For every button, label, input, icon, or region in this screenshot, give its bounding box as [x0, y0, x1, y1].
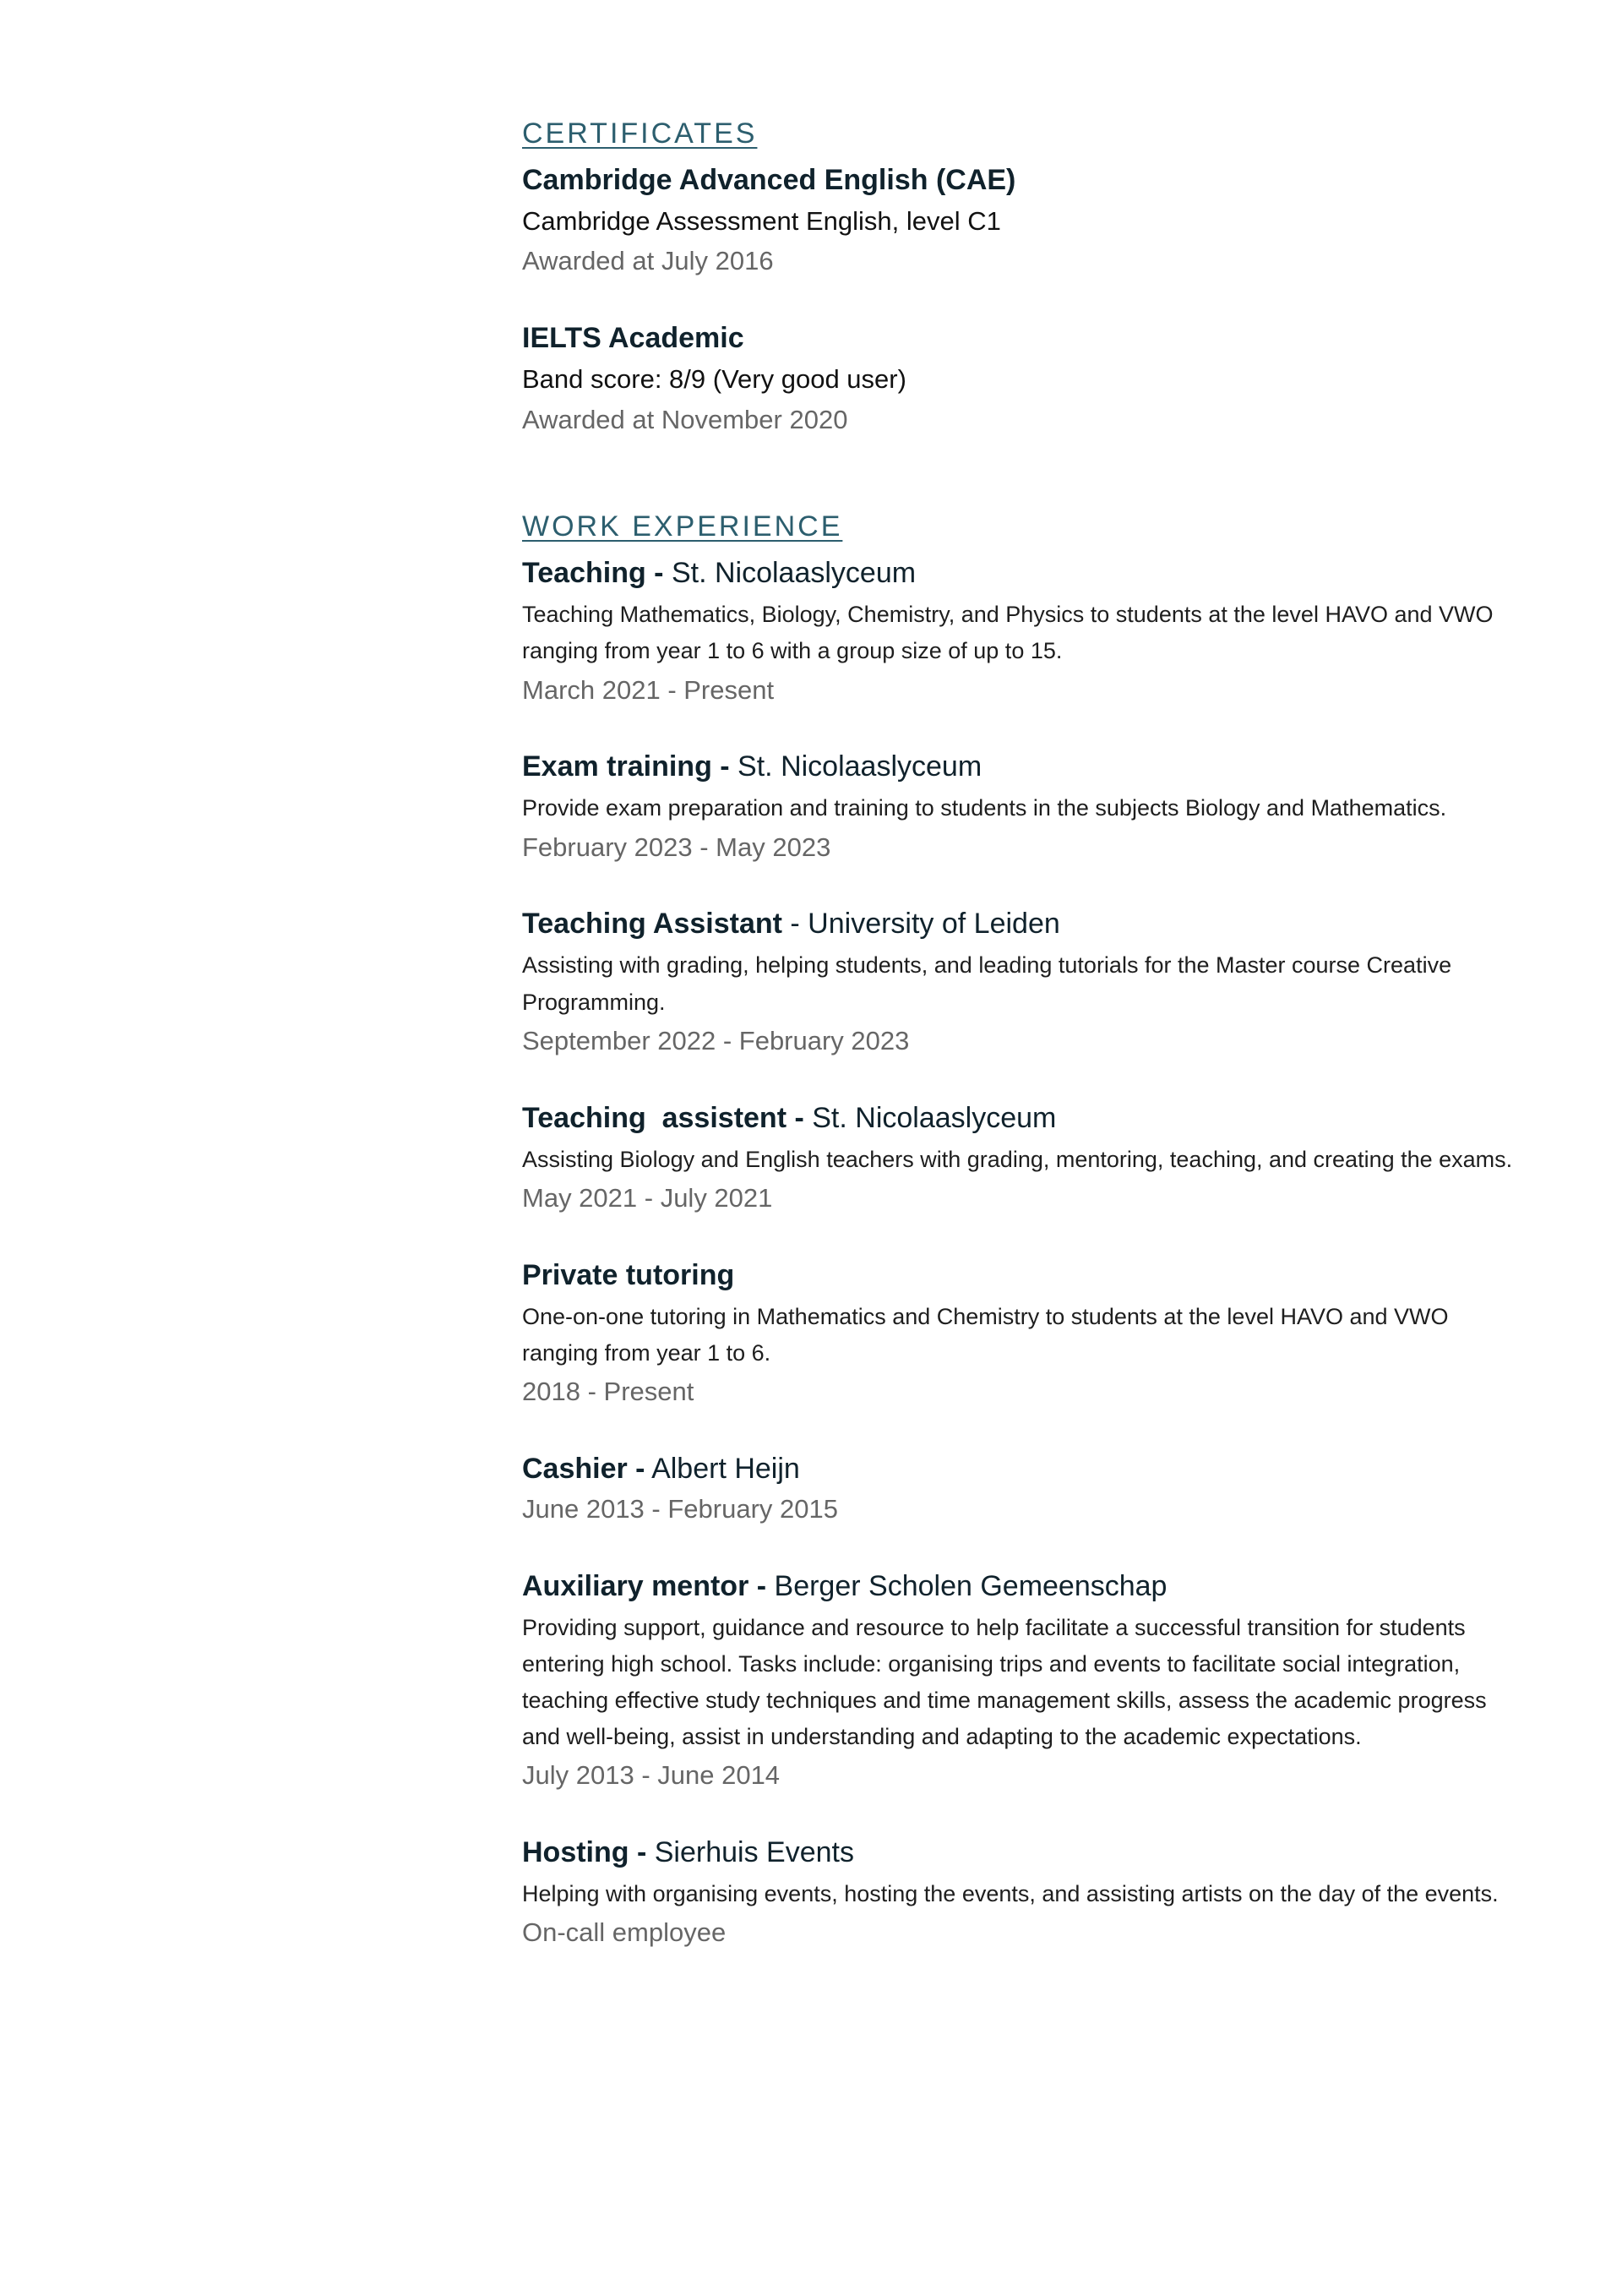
job-entry: [522, 1257, 1519, 1411]
job-entry: [522, 1099, 1519, 1218]
job-title: Auxiliary mentor -: [522, 1569, 767, 1602]
job-entry: [522, 905, 1519, 1060]
job-date: May 2021 - July 2021: [522, 1182, 773, 1213]
job-date: February 2023 - May 2023: [522, 832, 831, 862]
job-title: Teaching assistent -: [522, 1101, 804, 1134]
certificates-section: [522, 117, 1519, 439]
job-date: 2018 - Present: [522, 1376, 694, 1406]
job-description: Helping with organising events, hosting the events, and assisting artists on the day of the events.: [522, 1881, 1499, 1907]
certificate-issuer: Cambridge Assessment English, level C1: [522, 205, 1001, 236]
certificate-title: Cambridge Advanced English (CAE): [522, 163, 1016, 196]
job-description: Assisting with grading, helping students, and leading tutorials for the Master course Creative Programming.: [522, 952, 1452, 1015]
job-date: September 2022 - February 2023: [522, 1025, 910, 1055]
job-organization: Berger Scholen Gemeenschap: [766, 1569, 1168, 1602]
job-organization: St. Nicolaaslyceum: [803, 1101, 1057, 1134]
certificate-date: Awarded at July 2016: [522, 246, 774, 276]
certificate-entry: [522, 161, 1519, 281]
work-experience-heading: WORK EXPERIENCE: [522, 510, 843, 543]
job-description: Assisting Biology and English teachers with grading, mentoring, teaching, and creating the exams.: [522, 1146, 1513, 1172]
job-organization: Albert Heijn: [645, 1452, 800, 1485]
job-date: March 2021 - Present: [522, 674, 775, 705]
certificate-issuer: Band score: 8/9 (Very good user): [522, 364, 906, 395]
certificate-title: IELTS Academic: [522, 322, 744, 355]
job-title: Exam training -: [522, 750, 730, 783]
job-title: Teaching -: [522, 557, 664, 590]
job-organization: St. Nicolaaslyceum: [729, 750, 982, 783]
job-description: Provide exam preparation and training to students in the subjects Biology and Mathematics.: [522, 795, 1447, 821]
job-date: July 2013 - June 2014: [522, 1760, 781, 1791]
certificates-heading: CERTIFICATES: [522, 117, 758, 150]
job-entry: [522, 1568, 1519, 1796]
job-title: Hosting -: [522, 1836, 647, 1869]
job-entry: [522, 1834, 1519, 1952]
certificate-entry: [522, 319, 1519, 439]
job-title: Teaching Assistant: [522, 908, 782, 941]
job-description: One-on-one tutoring in Mathematics and Chemistry to students at the level HAVO and VWO ranging from year 1 to 6.: [522, 1303, 1449, 1366]
job-description: Providing support, guidance and resource to help facilitate a successful transition for students entering high school. Tasks include: organising trips and events to facilitate social integration, teaching effective study techniques and time management skills, assess the academic progress and well-being, assist in understanding and adapting to the academic expectations.: [522, 1614, 1487, 1750]
job-organization: - University of Leiden: [781, 908, 1060, 941]
job-organization: Sierhuis Events: [646, 1836, 854, 1869]
job-date: June 2013 - February 2015: [522, 1493, 838, 1524]
work-experience-section: [522, 510, 1519, 1952]
job-organization: St. Nicolaaslyceum: [663, 557, 917, 590]
certificate-date: Awarded at November 2020: [522, 404, 848, 434]
job-entry: [522, 748, 1519, 866]
job-title: Cashier -: [522, 1452, 645, 1485]
job-description: Teaching Mathematics, Biology, Chemistry, and Physics to students at the level HAVO and VWO ranging from year 1 to 6 with a group size of up to 15.: [522, 602, 1494, 664]
resume-content: [522, 117, 1519, 1991]
job-date: On-call employee: [522, 1917, 727, 1948]
job-title: Private tutoring: [522, 1258, 735, 1291]
job-entry: [522, 1450, 1519, 1529]
job-entry: [522, 554, 1519, 709]
